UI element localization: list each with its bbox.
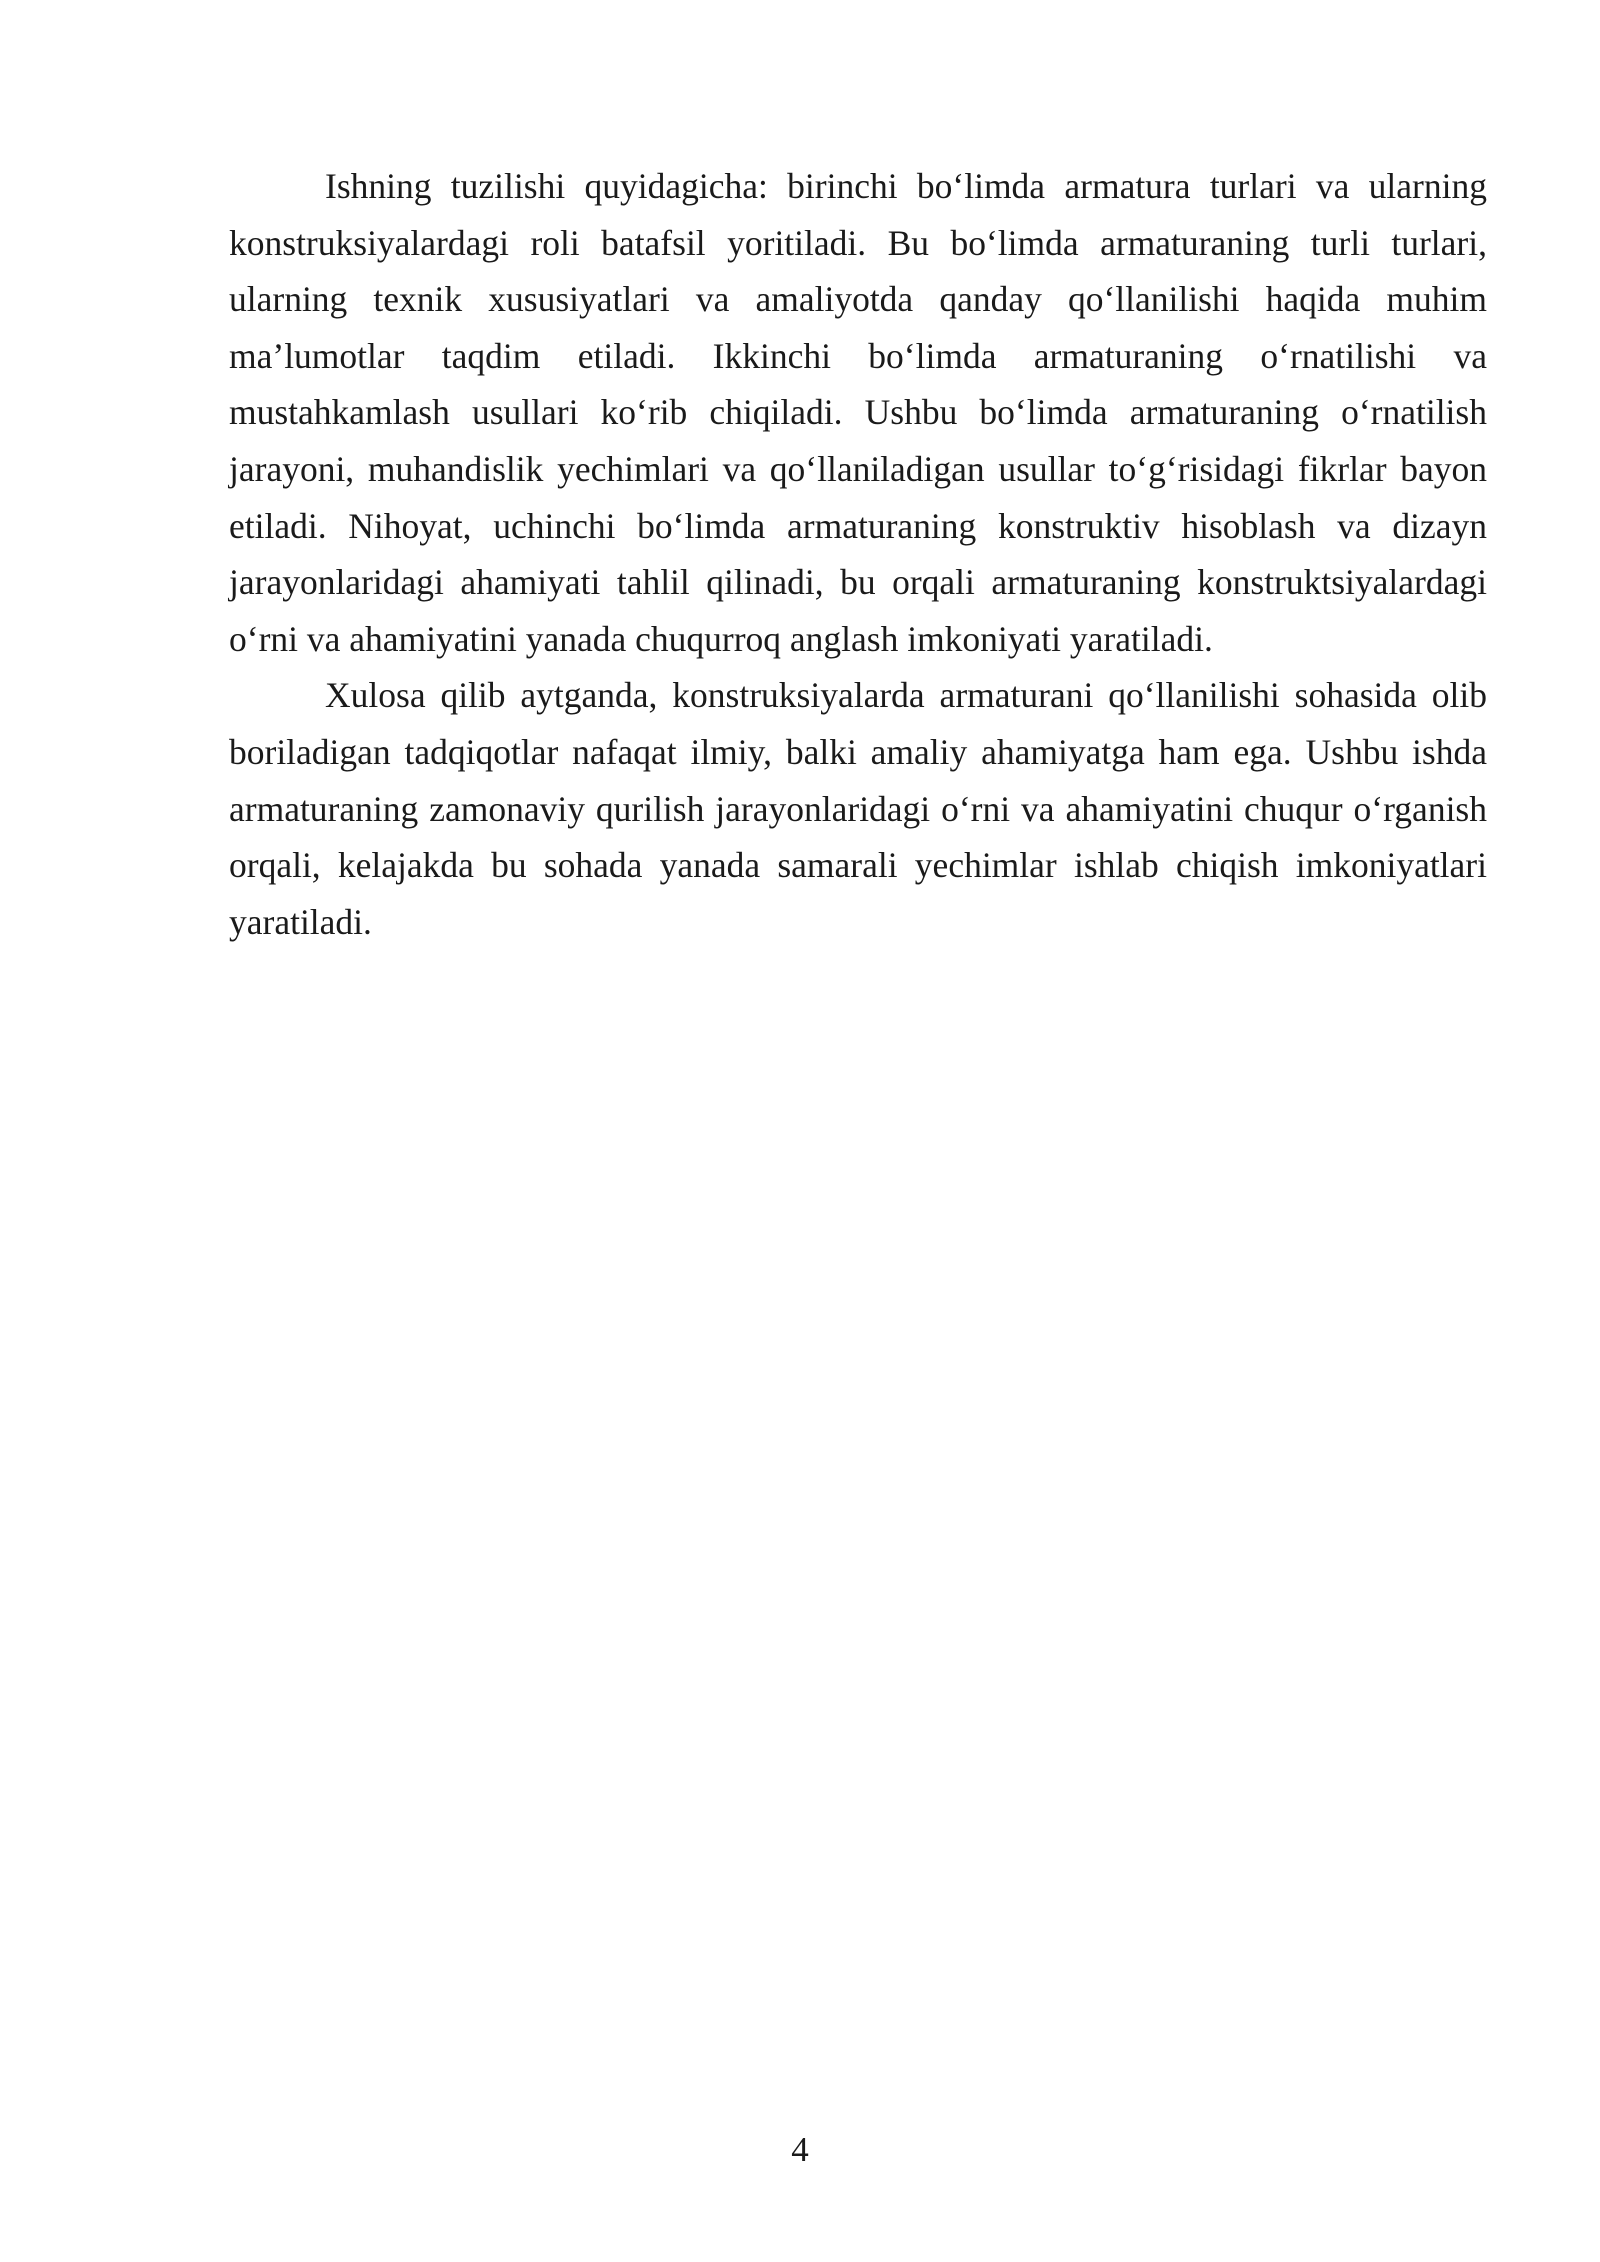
paragraph-structure-of-work: Ishning tuzilishi quyidagicha: birinchi bo‘limda armatura turlari va ularning konstruksiyalardagi roli batafsil yoritiladi. Bu bo‘limda armaturaning turli turlari, ularning texnik xususiyatlari va amaliyotda qanday qo‘llanilishi haqida muhim ma’lumotlar taqdim etiladi. Ikkinchi bo‘limda armaturaning o‘rnatilishi va mustahkamlash usullari ko‘rib chiqiladi. Ushbu bo‘limda armaturaning o‘rnatilish jarayoni, muhandislik yechimlari va qo‘llaniladigan usullar to‘g‘risidagi fikrlar bayon etiladi. Nihoyat, uchinchi bo‘limda armaturaning konstruktiv hisoblash va dizayn jarayonlaridagi ahamiyati tahlil qilinadi, bu orqali armaturaning konstruktsiyalardagi o‘rni va ahamiyatini yanada chuqurroq anglash imkoniyati yaratiladi. — [229, 166, 1487, 659]
paragraph-conclusion: Xulosa qilib aytganda, konstruksiyalarda armaturani qo‘llanilishi sohasida olib boriladigan tadqiqotlar nafaqat ilmiy, balki amaliy ahamiyatga ham ega. Ushbu ishda armaturaning zamonaviy qurilish jarayonlaridagi o‘rni va ahamiyatini chuqur o‘rganish orqali, kelajakda bu sohada yanada samarali yechimlar ishlab chiqish imkoniyatlari yaratiladi. — [229, 675, 1487, 942]
page-number: 4 — [791, 2130, 809, 2169]
document-body — [229, 158, 1487, 950]
